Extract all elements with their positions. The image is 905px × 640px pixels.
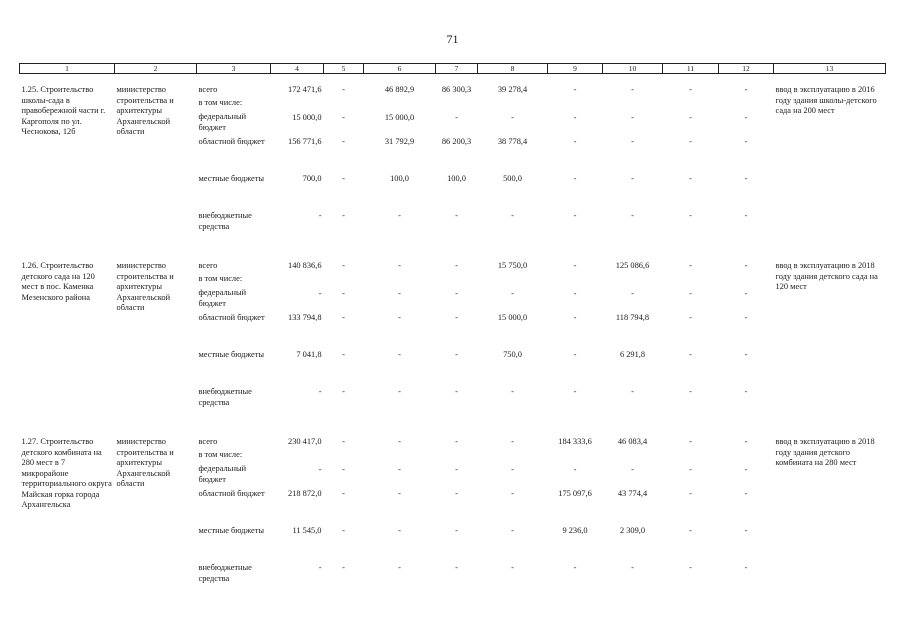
total-value: - <box>455 261 458 270</box>
value-cell <box>663 244 719 309</box>
total-value: 15 750,0 <box>497 261 528 270</box>
executor-name: министерство строительства и архитектуры Архангельской области <box>116 85 174 136</box>
source-value: - <box>631 112 634 122</box>
activity-name: 1.27. Строительство детского комбината на 280 мест в 7 микрорайоне территориального округа Майская горка города Архангельска <box>21 437 112 509</box>
column-number: 8 <box>478 64 548 74</box>
value-cell: - <box>455 387 458 396</box>
source-value: - <box>631 464 634 474</box>
source-value: - <box>342 288 345 298</box>
total-value: - <box>573 85 577 94</box>
total-value: 46 083,4 <box>617 437 648 446</box>
value-cell: 133 794,8 <box>288 313 322 322</box>
value-cell: - <box>398 313 401 322</box>
total-value: - <box>511 437 514 446</box>
value-cell: - <box>398 211 401 220</box>
value-cell: - <box>744 526 748 535</box>
value-cell: - <box>689 211 692 220</box>
value-cell: - <box>689 526 692 535</box>
value-cell: 6 291,8 <box>619 350 646 359</box>
value-cell: - <box>573 563 577 572</box>
source-value: - <box>689 288 692 298</box>
value-cell <box>436 74 478 134</box>
value-cell <box>324 74 364 134</box>
source-value: 15 000,0 <box>384 112 415 122</box>
including-label: в том числе: <box>198 97 243 107</box>
value-cell: - <box>573 350 577 359</box>
value-cell: - <box>455 350 458 359</box>
expected-result: ввод в эксплуатацию в 2016 году здания школы-детского сада на 200 мест <box>775 85 877 116</box>
value-cell: - <box>455 526 458 535</box>
total-value: - <box>744 261 748 270</box>
value-cell: 31 792,9 <box>384 137 415 146</box>
value-cell <box>364 74 436 134</box>
value-cell: 43 774,4 <box>617 489 648 498</box>
source-value: - <box>689 464 692 474</box>
activity-row <box>20 74 886 134</box>
total-value: - <box>398 437 401 446</box>
value-cell: 9 236,0 <box>562 526 588 535</box>
value-cell: - <box>573 137 577 146</box>
source-value: - <box>744 112 748 122</box>
source-value: - <box>455 112 458 122</box>
value-cell: - <box>744 174 748 183</box>
value-cell <box>271 420 324 485</box>
value-cell: - <box>573 174 577 183</box>
value-cell: - <box>689 489 692 498</box>
total-value: - <box>573 261 577 270</box>
source-value: - <box>511 464 514 474</box>
value-cell: 100,0 <box>390 174 409 183</box>
source-value: - <box>511 112 514 122</box>
value-cell: 218 872,0 <box>288 489 322 498</box>
value-cell: - <box>342 174 345 183</box>
activity-row <box>20 244 886 309</box>
source-value: - <box>744 464 748 474</box>
source-value: - <box>744 288 748 298</box>
value-cell: 38 778,4 <box>497 137 528 146</box>
value-cell <box>719 420 774 485</box>
total-value: - <box>689 261 692 270</box>
value-cell: - <box>455 211 458 220</box>
source-value: - <box>573 112 577 122</box>
executor-name: министерство строительства и архитектуры Архангельской области <box>116 437 174 488</box>
total-value: - <box>631 85 634 94</box>
value-cell: - <box>511 526 514 535</box>
value-cell <box>436 244 478 309</box>
total-label: всего <box>198 261 218 270</box>
funding-source-cell: областной бюджет <box>198 137 265 146</box>
activity-name: 1.25. Строительство школы-сада в правобережной части г. Каргополя по ул. Чеснокова, 12б <box>21 85 106 136</box>
expected-result: ввод в эксплуатацию в 2018 году здания детского комбината на 280 мест <box>775 437 875 468</box>
column-number: 12 <box>719 64 774 74</box>
value-cell: - <box>689 563 692 572</box>
value-cell: - <box>631 174 634 183</box>
value-cell: 11 545,0 <box>292 526 322 535</box>
total-value: - <box>689 437 692 446</box>
funding-source-cell <box>197 74 271 134</box>
value-cell: - <box>744 350 748 359</box>
total-value: - <box>744 85 748 94</box>
value-cell: - <box>398 489 401 498</box>
value-cell: - <box>511 563 514 572</box>
expected-result: ввод в эксплуатацию в 2018 году здания детского сада на 120 мест <box>775 261 878 292</box>
value-cell: - <box>511 489 514 498</box>
value-cell: - <box>631 563 634 572</box>
source-value: - <box>631 288 634 298</box>
column-number: 5 <box>324 64 364 74</box>
value-cell: - <box>631 137 634 146</box>
column-number: 7 <box>436 64 478 74</box>
value-cell <box>663 420 719 485</box>
value-cell <box>719 74 774 134</box>
value-cell: - <box>511 387 514 396</box>
value-cell: - <box>318 387 322 396</box>
value-cell <box>478 74 548 134</box>
funding-source-cell: областной бюджет <box>198 313 265 322</box>
value-cell: - <box>342 387 345 396</box>
value-cell: 500,0 <box>503 174 522 183</box>
value-cell: - <box>744 489 748 498</box>
value-cell <box>548 420 603 485</box>
value-cell: 175 097,6 <box>558 489 592 498</box>
including-label: в том числе: <box>198 449 243 459</box>
total-value: 230 417,0 <box>288 437 322 446</box>
value-cell: - <box>342 313 345 322</box>
column-number: 1 <box>20 64 115 74</box>
funding-source-cell <box>197 244 271 309</box>
funding-source-cell: областной бюджет <box>198 489 265 498</box>
value-cell: - <box>744 211 748 220</box>
column-number: 6 <box>364 64 436 74</box>
executor-name: министерство строительства и архитектуры Архангельской области <box>116 261 174 312</box>
total-value: - <box>455 437 458 446</box>
value-cell <box>548 74 603 134</box>
value-cell: - <box>455 489 458 498</box>
value-cell: 156 771,6 <box>288 137 322 146</box>
value-cell: - <box>744 137 748 146</box>
column-number: 11 <box>663 64 719 74</box>
value-cell: 2 309,0 <box>619 526 646 535</box>
total-value: 125 086,6 <box>615 261 650 270</box>
value-cell: - <box>342 563 345 572</box>
source-value: - <box>455 288 458 298</box>
value-cell: 100,0 <box>447 174 466 183</box>
funding-source-label: федеральный бюджет <box>198 112 247 132</box>
activity-row <box>20 420 886 485</box>
total-label: всего <box>198 85 218 94</box>
value-cell: 86 200,3 <box>441 137 472 146</box>
value-cell <box>271 74 324 134</box>
source-value: - <box>342 112 345 122</box>
total-value: - <box>689 85 692 94</box>
total-label: всего <box>198 437 218 446</box>
value-cell <box>271 244 324 309</box>
value-cell: - <box>455 313 458 322</box>
program-table <box>19 63 886 596</box>
value-cell: - <box>573 313 577 322</box>
value-cell: - <box>455 563 458 572</box>
value-cell: - <box>744 563 748 572</box>
column-number: 3 <box>197 64 271 74</box>
value-cell: - <box>342 489 345 498</box>
value-cell <box>719 244 774 309</box>
value-cell <box>603 244 663 309</box>
source-value: 15 000,0 <box>292 112 322 122</box>
value-cell: - <box>342 350 345 359</box>
value-cell: - <box>318 211 322 220</box>
funding-source-cell: местные бюджеты <box>198 350 265 359</box>
column-number: 10 <box>603 64 663 74</box>
value-cell <box>364 420 436 485</box>
value-cell: - <box>631 211 634 220</box>
value-cell <box>548 244 603 309</box>
total-value: - <box>744 437 748 446</box>
value-cell <box>603 420 663 485</box>
total-value: - <box>342 261 345 270</box>
funding-source-cell: внебюджетные средства <box>198 563 252 583</box>
column-number: 9 <box>548 64 603 74</box>
value-cell <box>364 244 436 309</box>
value-cell: 700,0 <box>302 174 322 183</box>
source-value: - <box>573 464 577 474</box>
column-number: 13 <box>774 64 886 74</box>
source-value: - <box>398 288 401 298</box>
value-cell: - <box>744 387 748 396</box>
source-value: - <box>342 464 345 474</box>
activity-name: 1.26. Строительство детского сада на 120 мест в пос. Каменка Мезенского района <box>21 261 95 302</box>
value-cell: - <box>689 313 692 322</box>
source-value: - <box>318 464 322 474</box>
value-cell: - <box>398 526 401 535</box>
value-cell: - <box>689 174 692 183</box>
value-cell: - <box>342 137 345 146</box>
value-cell: - <box>689 350 692 359</box>
value-cell: 750,0 <box>503 350 522 359</box>
value-cell: - <box>744 313 748 322</box>
column-number: 4 <box>271 64 324 74</box>
total-value: 172 471,6 <box>288 85 322 94</box>
value-cell <box>324 420 364 485</box>
value-cell: 118 794,8 <box>615 313 650 322</box>
funding-source-cell: внебюджетные средства <box>198 387 252 407</box>
source-value: - <box>689 112 692 122</box>
value-cell <box>603 74 663 134</box>
funding-source-cell <box>197 420 271 485</box>
value-cell: - <box>318 563 322 572</box>
total-value: 39 278,4 <box>497 85 528 94</box>
source-value: - <box>573 288 577 298</box>
value-cell: - <box>342 211 345 220</box>
value-cell <box>663 74 719 134</box>
funding-source-cell: местные бюджеты <box>198 174 265 183</box>
total-value: 86 300,3 <box>441 85 472 94</box>
funding-source-cell: внебюджетные средства <box>198 211 252 231</box>
value-cell: - <box>511 211 514 220</box>
source-value: - <box>318 288 322 298</box>
value-cell: - <box>398 387 401 396</box>
value-cell: - <box>689 387 692 396</box>
value-cell: - <box>573 211 577 220</box>
total-value: 184 333,6 <box>558 437 592 446</box>
table-body <box>20 74 886 597</box>
funding-source-label: федеральный бюджет <box>198 464 247 484</box>
value-cell <box>478 244 548 309</box>
funding-source-label: федеральный бюджет <box>198 288 247 308</box>
page-number: 71 <box>446 32 459 46</box>
column-number: 2 <box>115 64 197 74</box>
value-cell: - <box>342 526 345 535</box>
value-cell: - <box>573 387 577 396</box>
value-cell: - <box>631 387 634 396</box>
total-value: 140 836,6 <box>288 261 322 270</box>
including-label: в том числе: <box>198 273 243 283</box>
value-cell <box>436 420 478 485</box>
value-cell: - <box>398 350 401 359</box>
total-value: - <box>342 85 345 94</box>
source-value: - <box>455 464 458 474</box>
source-value: - <box>398 464 401 474</box>
value-cell: - <box>689 137 692 146</box>
total-value: - <box>342 437 345 446</box>
value-cell: 7 041,8 <box>296 350 322 359</box>
value-cell: - <box>398 563 401 572</box>
value-cell: 15 000,0 <box>497 313 528 322</box>
funding-source-cell: местные бюджеты <box>198 526 265 535</box>
value-cell <box>324 244 364 309</box>
total-value: - <box>398 261 401 270</box>
total-value: 46 892,9 <box>384 85 415 94</box>
source-value: - <box>511 288 514 298</box>
column-number-row <box>20 64 886 74</box>
value-cell <box>478 420 548 485</box>
